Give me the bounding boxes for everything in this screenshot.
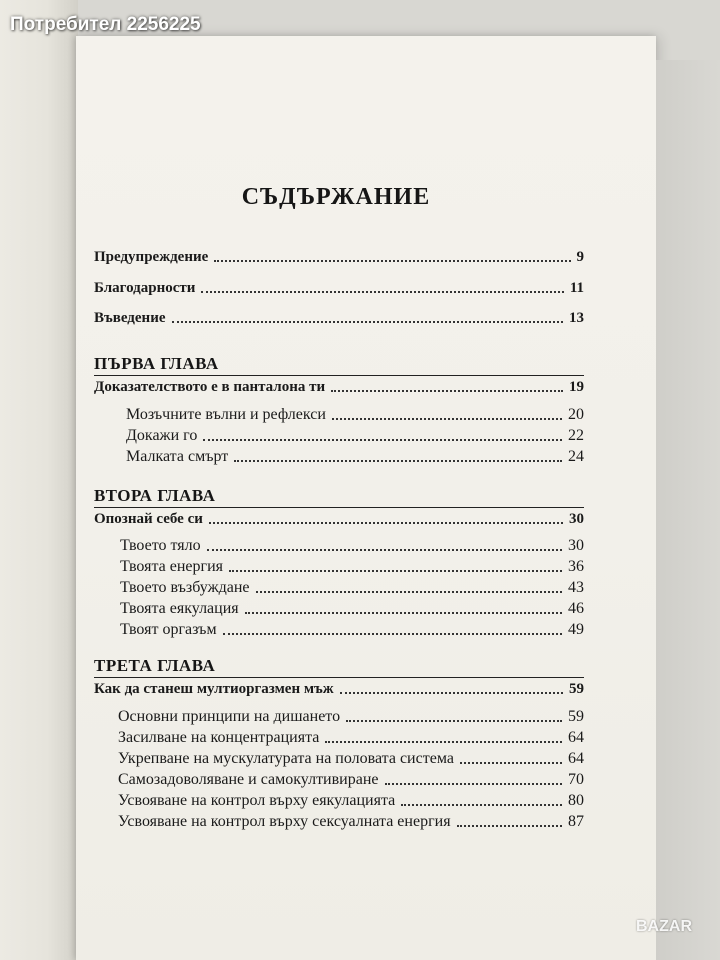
toc-entry <box>94 248 584 266</box>
toc-entry-page: 36 <box>568 558 584 575</box>
dot-leader <box>331 390 563 392</box>
toc-subentry <box>120 537 584 555</box>
dot-leader <box>203 439 562 441</box>
toc-subentry <box>118 792 584 810</box>
dot-leader <box>256 591 562 593</box>
dot-leader <box>223 633 562 635</box>
toc-entry-label: Засилване на концентрацията <box>118 729 320 746</box>
toc-entry-label: Предупреждение <box>94 249 209 265</box>
toc-entry-label: Твоето възбуждане <box>120 579 250 596</box>
toc-subentry <box>120 558 584 576</box>
toc-entry-label: Основни принципи на дишането <box>118 708 341 725</box>
toc-entry <box>94 680 584 698</box>
toc-entry-label: Твоят оргазъм <box>120 621 217 638</box>
toc-entry-page: 80 <box>568 792 584 809</box>
bazar-logo: BAZAR <box>636 918 692 935</box>
toc-entry-page: 64 <box>568 729 584 746</box>
dot-leader <box>401 804 562 806</box>
toc-entry-page: 30 <box>569 511 584 527</box>
toc-entry-label: Твоята енергия <box>120 558 224 575</box>
toc-entry-label: Твоята еякулация <box>120 600 239 617</box>
toc-subentry <box>118 771 584 789</box>
toc-entry-label: Благодарности <box>94 280 196 296</box>
toc-entry-page: 64 <box>568 750 584 767</box>
toc-entry-page: 30 <box>568 537 584 554</box>
toc-entry-page: 13 <box>569 310 584 326</box>
toc-entry-label: Мозъчните вълни и рефлекси <box>126 406 326 423</box>
background-surface <box>656 60 720 960</box>
chapter-heading: ПЪРВА ГЛАВА <box>94 354 219 373</box>
toc-subentry <box>118 750 584 768</box>
dot-leader <box>325 741 562 743</box>
toc-entry-page: 22 <box>568 427 584 444</box>
dot-leader <box>346 720 562 722</box>
dot-leader <box>209 522 563 524</box>
toc-entry-page: 11 <box>569 280 584 296</box>
toc-subentry <box>120 579 584 597</box>
toc-subentry <box>126 448 584 466</box>
toc-entry-label: Усвояване на контрол върху сексуалната енергия <box>118 813 451 830</box>
toc-entry-label: Въведение <box>94 310 166 326</box>
toc-subentry <box>120 600 584 618</box>
left-page-edge <box>0 0 78 960</box>
toc-subentry <box>126 427 584 445</box>
toc-entry-page: 46 <box>568 600 584 617</box>
toc-entry-page: 49 <box>568 621 584 638</box>
toc-entry-label: Укрепване на мускулатурата на половата система <box>118 750 454 767</box>
chapter-heading: ТРЕТА ГЛАВА <box>94 656 216 675</box>
dot-leader <box>214 260 570 262</box>
toc-entry-page: 87 <box>568 813 584 830</box>
dot-leader <box>460 762 562 764</box>
dot-leader <box>340 692 563 694</box>
dot-leader <box>201 291 563 293</box>
toc-title: СЪДЪРЖАНИЕ <box>241 184 431 210</box>
chapter-heading: ВТОРА ГЛАВА <box>94 486 216 505</box>
toc-entry-label: Докажи го <box>126 427 198 444</box>
toc-entry-page: 20 <box>568 406 584 423</box>
toc-entry <box>94 309 584 327</box>
toc-entry-label: Опознай себе си <box>94 511 203 527</box>
toc-subentry <box>126 406 584 424</box>
toc-entry-label: Малката смърт <box>126 448 229 465</box>
toc-entry <box>94 378 584 396</box>
toc-subentry <box>118 729 584 747</box>
dot-leader <box>385 783 563 785</box>
dot-leader <box>245 612 562 614</box>
toc-entry-label: Доказателството е в панталона ти <box>94 379 326 395</box>
toc-entry-page: 19 <box>569 379 584 395</box>
dot-leader <box>457 825 562 827</box>
chapter-rule <box>94 375 584 376</box>
toc-entry <box>94 279 584 297</box>
toc-entry-page: 43 <box>568 579 584 596</box>
dot-leader <box>207 549 562 551</box>
toc-subentry <box>118 813 584 831</box>
dot-leader <box>229 570 562 572</box>
dot-leader <box>234 460 562 462</box>
toc-entry-label: Твоето тяло <box>120 537 201 554</box>
toc-entry-page: 59 <box>569 681 584 697</box>
toc-entry-label: Самозадоволяване и самокултивиране <box>118 771 379 788</box>
toc-entry-page: 9 <box>576 249 584 265</box>
toc-subentry <box>118 708 584 726</box>
dot-leader <box>332 418 562 420</box>
toc-entry-label: Как да станеш мултиоргазмен мъж <box>94 681 334 697</box>
chapter-rule <box>94 507 584 508</box>
toc-entry <box>94 510 584 528</box>
toc-subentry <box>120 621 584 639</box>
toc-entry-page: 59 <box>568 708 584 725</box>
toc-entry-page: 70 <box>568 771 584 788</box>
toc-entry-label: Усвояване на контрол върху еякулацията <box>118 792 396 809</box>
toc-entry-page: 24 <box>568 448 584 465</box>
chapter-rule <box>94 677 584 678</box>
dot-leader <box>172 321 564 323</box>
user-watermark: Потребител 2256225 <box>10 14 201 35</box>
